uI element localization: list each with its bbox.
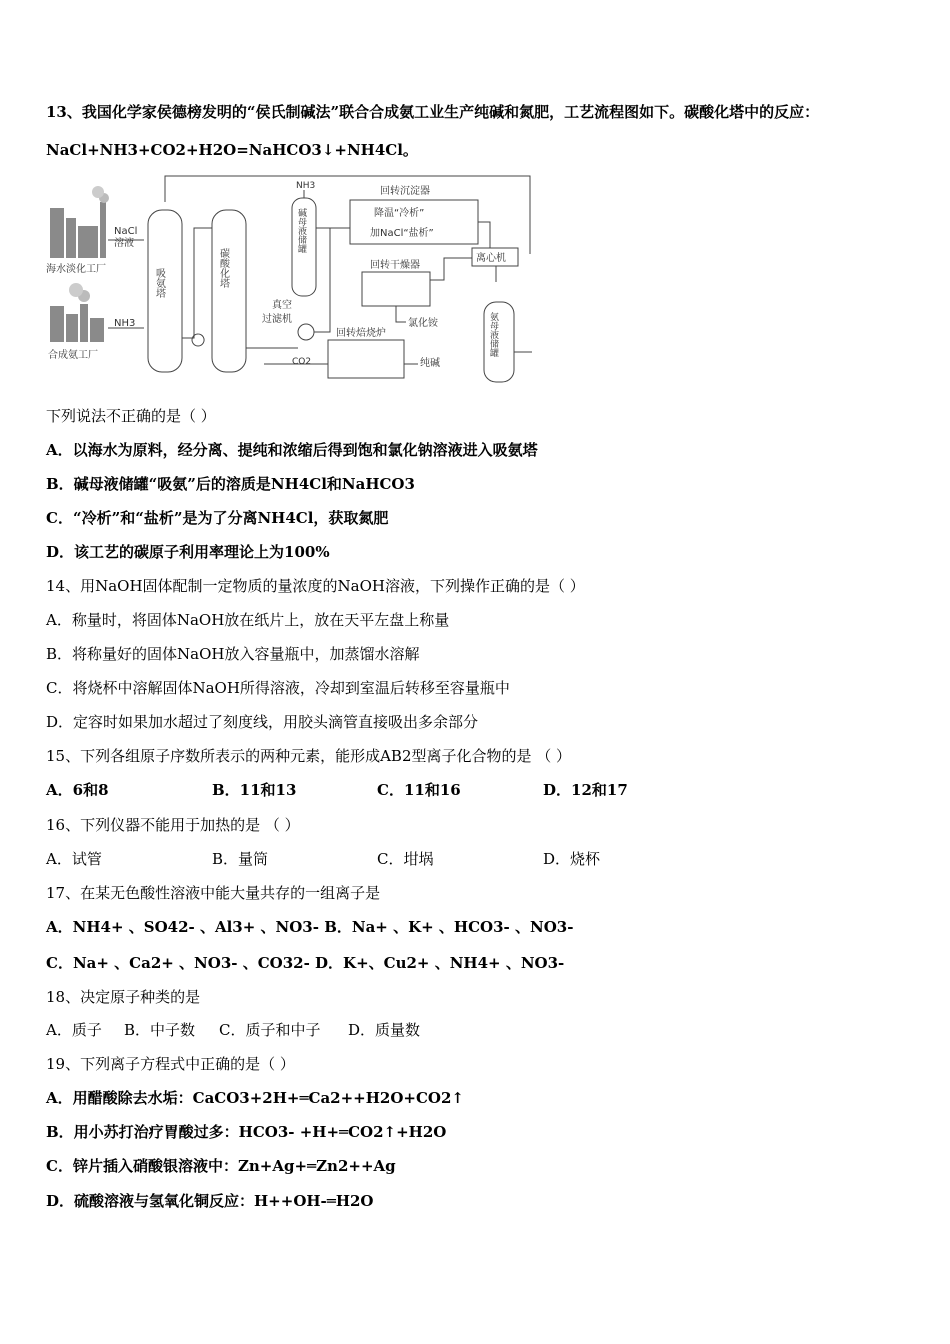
label-carbon-tower: 碳酸化塔 xyxy=(217,248,229,288)
q19-stem: 19、下列离子方程式中正确的是（ ） xyxy=(46,1055,295,1073)
factory-icon-2 xyxy=(50,283,104,342)
q15-option-c: C．11和16 xyxy=(377,781,461,799)
q16-option-d: D．烧杯 xyxy=(543,850,601,868)
q16-option-b: B．量筒 xyxy=(212,850,269,868)
label-cool: 降温“冷析” xyxy=(374,208,425,219)
label-vacuum: 真空 xyxy=(272,300,292,311)
label-filter: 过滤机 xyxy=(262,314,292,325)
q13-option-b: B．碱母液储罐“吸氨”后的溶质是NH4Cl和NaHCO3 xyxy=(46,475,415,493)
q17-stem: 17、在某无色酸性溶液中能大量共存的一组离子是 xyxy=(46,884,381,902)
label-ammonia-tank: 氨母液储罐 xyxy=(488,312,498,357)
q18-stem: 18、决定原子种类的是 xyxy=(46,988,201,1006)
q19-option-d: D．硫酸溶液与氢氧化铜反应：H++OH-═H2O xyxy=(46,1192,374,1210)
q13-equation: NaCl+NH3+CO2+H2O=NaHCO3↓+NH4Cl。 xyxy=(46,141,418,159)
q17-options-ab: A．NH4+ 、SO42- 、Al3+ 、NO3- B．Na+ 、K+ 、HCO3- 、NO3- xyxy=(46,918,574,936)
label-centrifuge: 离心机 xyxy=(476,253,506,264)
q18-option-b: B．中子数 xyxy=(124,1021,196,1039)
label-nacl: NaCl xyxy=(114,226,138,237)
process-flow-diagram xyxy=(44,168,544,394)
q13-option-c: C．“冷析”和“盐析”是为了分离NH4Cl，获取氮肥 xyxy=(46,509,389,527)
q15-option-d: D．12和17 xyxy=(543,781,628,799)
label-solution: 溶液 xyxy=(114,238,134,249)
label-nh3-top: NH3 xyxy=(296,181,316,191)
q18-option-c: C．质子和中子 xyxy=(219,1021,321,1039)
q17-options-cd: C．Na+ 、Ca2+ 、NO3- 、CO32- D．K+、Cu2+ 、NH4+ 、NO3- xyxy=(46,954,565,972)
label-salt: 加NaCl“盐析” xyxy=(370,228,434,239)
q13-option-a: A．以海水为原料，经分离、提纯和浓缩后得到饱和氯化钠溶液进入吸氨塔 xyxy=(46,441,538,459)
label-factory2: 合成氨工厂 xyxy=(48,350,98,361)
label-furnace: 回转焙烧炉 xyxy=(336,328,386,339)
q16-option-c: C．坩埚 xyxy=(377,850,434,868)
q19-option-a: A．用醋酸除去水垢：CaCO3+2H+═Ca2++H2O+CO2↑ xyxy=(46,1089,465,1107)
label-absorb-tower: 吸氨塔 xyxy=(153,268,165,298)
q15-stem: 15、下列各组原子序数所表示的两种元素，能形成AB2型离子化合物的是 （ ） xyxy=(46,747,572,765)
q13-prompt: 下列说法不正确的是（ ） xyxy=(46,407,216,425)
label-soda: 纯碱 xyxy=(420,358,440,369)
label-dryer: 回转干燥器 xyxy=(370,260,420,271)
label-precipitator: 回转沉淀器 xyxy=(380,186,430,197)
q14-option-a: A．称量时，将固体NaOH放在纸片上，放在天平左盘上称量 xyxy=(46,611,450,629)
label-nh4cl: 氯化铵 xyxy=(408,318,438,329)
q13-stem: 13、我国化学家侯德榜发明的“侯氏制碱法”联合合成氨工业生产纯碱和氮肥，工艺流程图如下。碳酸化塔中的反应： xyxy=(46,103,820,121)
q18-option-d: D．质量数 xyxy=(348,1021,421,1039)
q18-option-a: A．质子 xyxy=(46,1021,102,1039)
q19-option-b: B．用小苏打治疗胃酸过多：HCO3- +H+═CO2↑+H2O xyxy=(46,1123,447,1141)
factory-icon-1 xyxy=(50,186,109,258)
label-nh3-in: NH3 xyxy=(114,318,136,329)
label-mother-tank: 碱母液储罐 xyxy=(296,208,306,253)
q14-option-b: B．将称量好的固体NaOH放入容量瓶中，加蒸馏水溶解 xyxy=(46,645,420,663)
q15-option-a: A．6和8 xyxy=(46,781,109,799)
q14-option-d: D．定容时如果加水超过了刻度线，用胶头滴管直接吸出多余部分 xyxy=(46,713,479,731)
q15-option-b: B．11和13 xyxy=(212,781,297,799)
label-co2: CO2 xyxy=(292,357,312,367)
q16-stem: 16、下列仪器不能用于加热的是 （ ） xyxy=(46,816,300,834)
q16-option-a: A．试管 xyxy=(46,850,102,868)
label-factory1: 海水淡化工厂 xyxy=(46,264,106,275)
q13-option-d: D．该工艺的碳原子利用率理论上为100% xyxy=(46,543,330,561)
q19-option-c: C．锌片插入硝酸银溶液中：Zn+Ag+═Zn2++Ag xyxy=(46,1157,396,1175)
q14-option-c: C．将烧杯中溶解固体NaOH所得溶液，冷却到室温后转移至容量瓶中 xyxy=(46,679,510,697)
q14-stem: 14、用NaOH固体配制一定物质的量浓度的NaOH溶液，下列操作正确的是（ ） xyxy=(46,577,585,595)
